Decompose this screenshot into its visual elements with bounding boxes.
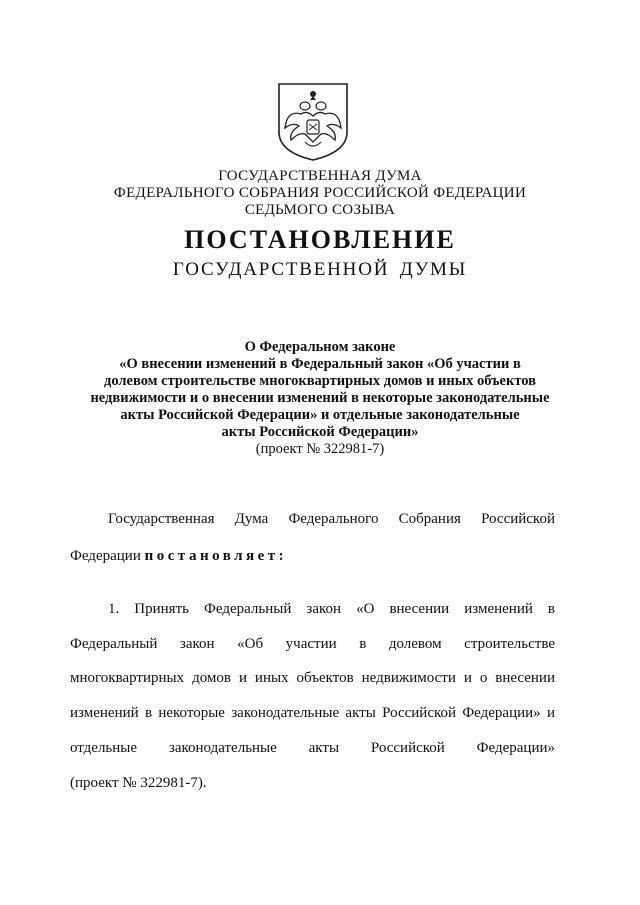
item1-line: (проект № 322981-7). xyxy=(70,775,207,791)
header-line-duma: ГОСУДАРСТВЕННАЯ ДУМА xyxy=(218,168,422,184)
law-heading-line: недвижимости и о внесении изменений в некоторые законодательные xyxy=(90,390,550,406)
law-heading-line: долевом строительстве многоквартирных домов и иных объектов xyxy=(104,373,536,389)
item1-line: многоквартирных домов и иных объектов недвижимости и о внесении xyxy=(70,670,555,686)
law-heading-line: «О внесении изменений в Федеральный закон «Об участии в xyxy=(119,356,521,372)
header-line-convocation: СЕДЬМОГО СОЗЫВА xyxy=(244,202,396,218)
law-heading-line: О Федеральном законе xyxy=(244,339,396,355)
law-heading-line: акты Российской Федерации» xyxy=(221,424,419,440)
item1-line: изменений в некоторые законодательные акты Российской Федерации» и xyxy=(70,705,555,721)
document-title: ПОСТАНОВЛЕНИЕ xyxy=(184,225,456,254)
resolution-line-2 xyxy=(70,546,555,566)
item1-line: отдельные законодательные акты Российской Федерации» xyxy=(70,740,555,756)
item1-line: 1. Принять Федеральный закон «О внесении изменений в xyxy=(108,601,555,617)
coat-of-arms-emblem xyxy=(275,80,351,162)
resolution-line-1: Государственная Дума Федерального Собрания Российской xyxy=(108,511,555,527)
item1-line: Федеральный закон «Об участии в долевом строительстве xyxy=(70,636,555,652)
resolution-verb: постановляет: xyxy=(144,548,288,564)
law-heading-line: акты Российской Федерации» и отдельные законодательные xyxy=(120,407,520,423)
law-heading xyxy=(0,339,640,458)
document-subtitle: ГОСУДАРСТВЕННОЙ ДУМЫ xyxy=(172,259,468,280)
header-line-assembly: ФЕДЕРАЛЬНОГО СОБРАНИЯ РОССИЙСКОЙ ФЕДЕРАЦИИ xyxy=(113,185,527,201)
resolution-text: Федерации xyxy=(70,548,145,564)
law-project-number: (проект № 322981-7) xyxy=(255,441,385,457)
